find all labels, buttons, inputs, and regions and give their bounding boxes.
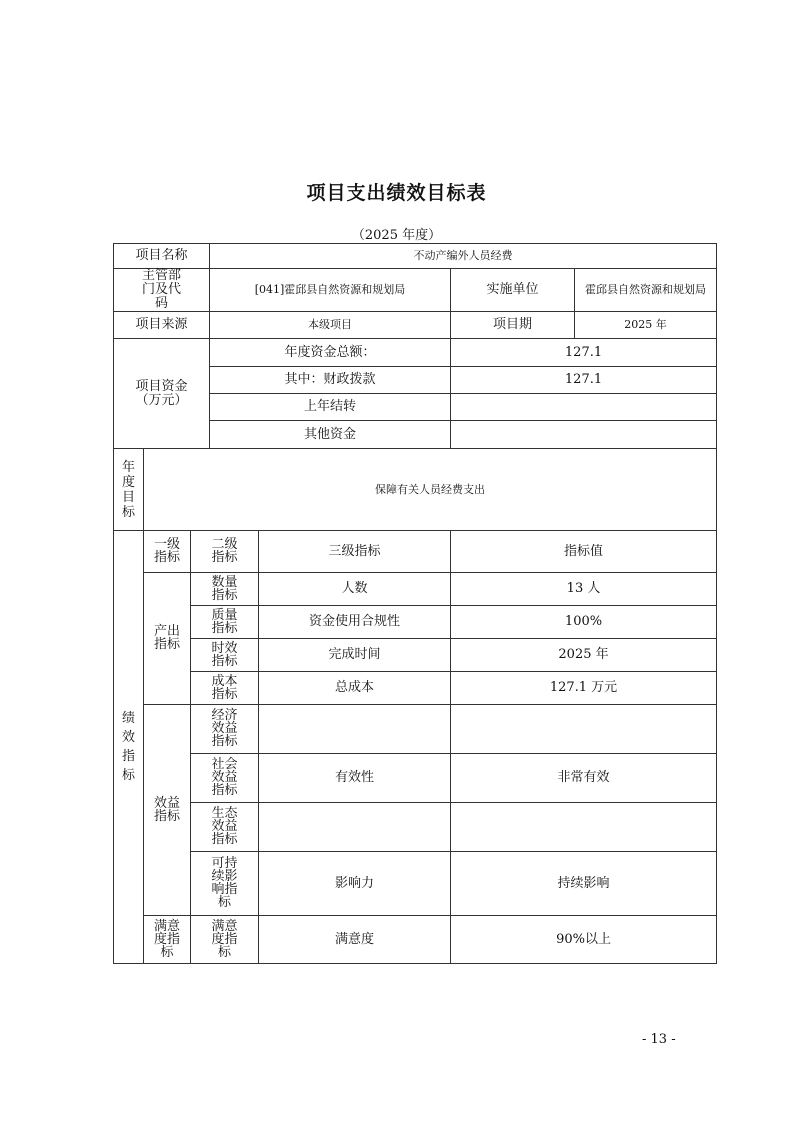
level3-cell: 有效性 xyxy=(259,754,451,803)
indicators-group-label: 绩效指标 xyxy=(114,531,144,964)
project-period-label: 项目期 xyxy=(451,312,575,339)
project-source-label: 项目来源 xyxy=(114,312,210,339)
level3-cell xyxy=(259,803,451,852)
fund-row-value xyxy=(451,421,717,449)
output-indicator-label: 产出指标 xyxy=(144,573,191,705)
fund-row-label: 年度资金总额： xyxy=(210,339,451,367)
value-cell: 非常有效 xyxy=(451,754,717,803)
value-cell: 100% xyxy=(451,606,717,639)
level3-cell xyxy=(259,705,451,754)
level2-cell: 经济效益指标 xyxy=(191,705,259,754)
level2-cell: 满意度指标 xyxy=(191,916,259,964)
project-source-value: 本级项目 xyxy=(210,312,451,339)
table-row xyxy=(114,852,717,916)
header-level2: 二级指标 xyxy=(191,531,259,573)
department-value: [041]霍邱县自然资源和规划局 xyxy=(210,269,451,312)
implementing-unit-label: 实施单位 xyxy=(451,269,575,312)
fund-row-label: 上年结转 xyxy=(210,394,451,421)
table-row xyxy=(114,916,717,964)
row-fund-total xyxy=(114,339,717,367)
table-row xyxy=(114,573,717,606)
level3-cell: 完成时间 xyxy=(259,639,451,672)
row-source xyxy=(114,312,717,339)
benefit-indicator-label: 效益指标 xyxy=(144,705,191,916)
fund-row-value xyxy=(451,394,717,421)
table-row xyxy=(114,754,717,803)
level2-cell: 社会效益指标 xyxy=(191,754,259,803)
fund-row-value: 127.1 xyxy=(451,339,717,367)
year-note: （2025 年度） xyxy=(351,228,442,243)
department-label: 主管部门及代码 xyxy=(114,269,210,312)
level3-cell: 满意度 xyxy=(259,916,451,964)
level3-cell: 影响力 xyxy=(259,852,451,916)
project-period-value: 2025 年 xyxy=(575,312,717,339)
level3-cell: 资金使用合规性 xyxy=(259,606,451,639)
table-row xyxy=(114,672,717,705)
level2-cell: 时效指标 xyxy=(191,639,259,672)
level2-cell: 成本指标 xyxy=(191,672,259,705)
annual-goal-label: 年度目标 xyxy=(114,449,144,531)
fund-row-label: 其他资金 xyxy=(210,421,451,449)
level2-cell: 生态效益指标 xyxy=(191,803,259,852)
fund-row-value: 127.1 xyxy=(451,367,717,394)
satisfaction-indicator-label: 满意度指标 xyxy=(144,916,191,964)
fund-row-label: 其中：财政拨款 xyxy=(210,367,451,394)
table-row xyxy=(114,639,717,672)
page-number: - 13 - xyxy=(642,1032,676,1047)
value-cell: 2025 年 xyxy=(451,639,717,672)
level3-cell: 人数 xyxy=(259,573,451,606)
table-row xyxy=(114,705,717,754)
level2-cell: 质量指标 xyxy=(191,606,259,639)
value-cell xyxy=(451,705,717,754)
value-cell: 持续影响 xyxy=(451,852,717,916)
row-department xyxy=(114,269,717,312)
implementing-unit-value: 霍邱县自然资源和规划局 xyxy=(575,269,717,312)
value-cell: 13 人 xyxy=(451,573,717,606)
header-value: 指标值 xyxy=(451,531,717,573)
page-title: 项目支出绩效目标表 xyxy=(306,182,487,204)
value-cell: 127.1 万元 xyxy=(451,672,717,705)
row-project-name xyxy=(114,244,717,269)
level2-cell: 可持续影响指标 xyxy=(191,852,259,916)
header-level1: 一级指标 xyxy=(144,531,191,573)
project-name-label: 项目名称 xyxy=(114,244,210,269)
performance-target-table xyxy=(113,243,717,964)
funds-label: 项目资金（万元） xyxy=(114,339,210,449)
header-level3: 三级指标 xyxy=(259,531,451,573)
row-annual-goal xyxy=(114,449,717,531)
project-name-value: 不动产编外人员经费 xyxy=(210,244,717,269)
table-row xyxy=(114,803,717,852)
level3-cell: 总成本 xyxy=(259,672,451,705)
level2-cell: 数量指标 xyxy=(191,573,259,606)
table-row xyxy=(114,606,717,639)
annual-goal-text: 保障有关人员经费支出 xyxy=(144,449,717,531)
value-cell xyxy=(451,803,717,852)
row-indicator-header xyxy=(114,531,717,573)
value-cell: 90%以上 xyxy=(451,916,717,964)
